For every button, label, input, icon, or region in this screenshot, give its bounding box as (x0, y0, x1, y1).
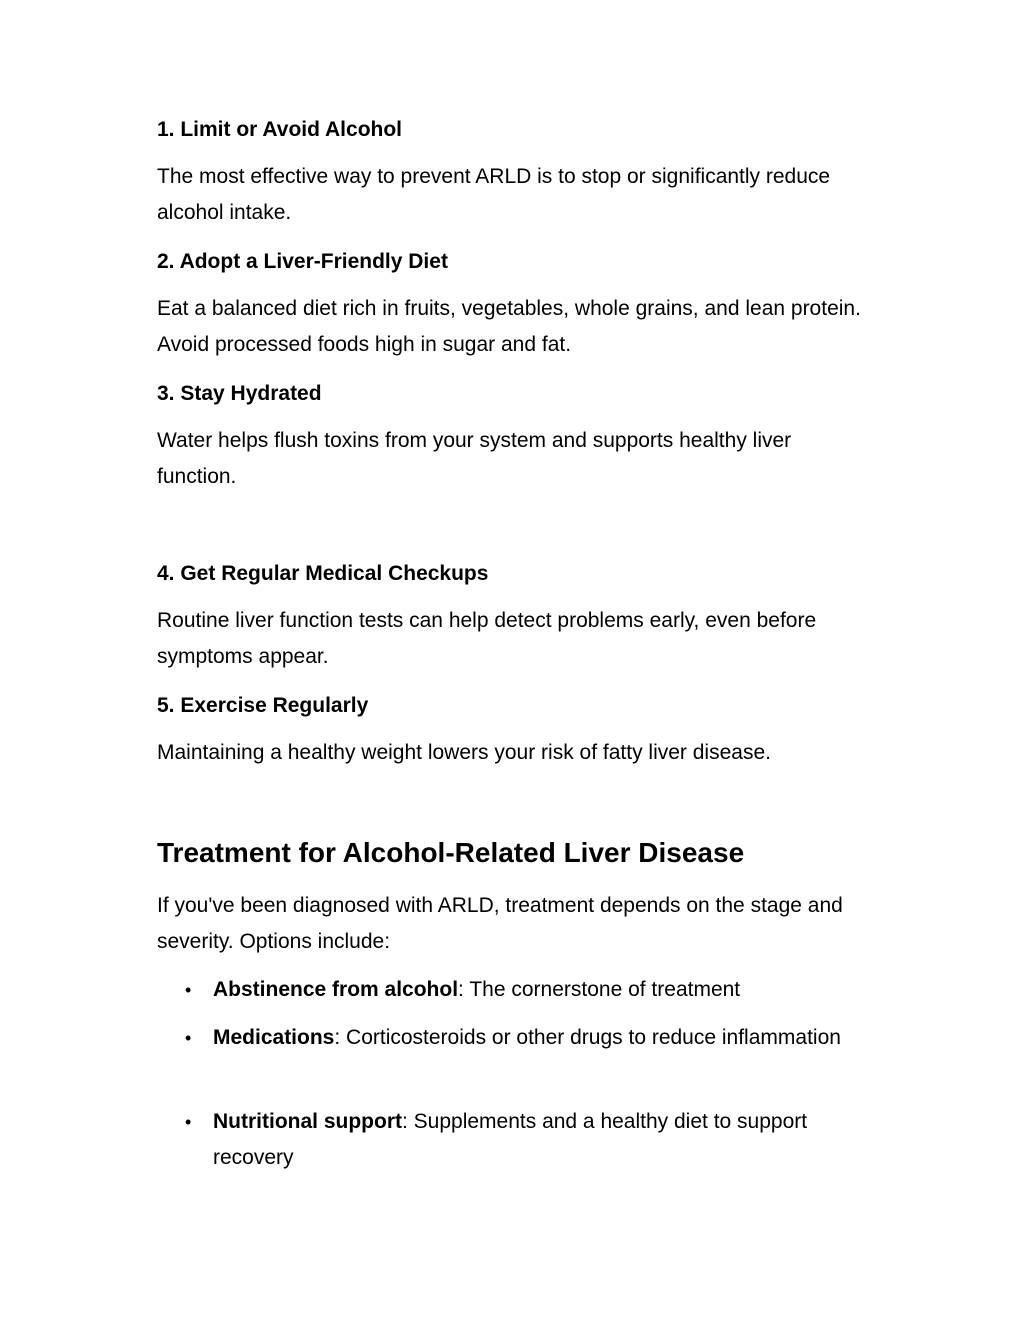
section-heading-hydrated: 3. Stay Hydrated (157, 382, 322, 405)
bullet-icon: • (185, 1028, 192, 1048)
treatment-desc: : The cornerstone of treatment (458, 978, 741, 1001)
treatment-desc: : Corticosteroids or other drugs to reduce inflammation (334, 1026, 841, 1049)
section-heading-checkups: 4. Get Regular Medical Checkups (157, 562, 489, 585)
treatment-desc: : Supplements and a healthy diet to support recovery (213, 1110, 808, 1169)
treatment-list-item (157, 1020, 872, 1056)
section-text-liver-diet: Eat a balanced diet rich in fruits, vegetables, whole grains, and lean protein. Avoid processed foods high in sugar and fat. (157, 297, 861, 356)
section-heading-exercise: 5. Exercise Regularly (157, 694, 369, 717)
treatment-list-item (157, 1104, 872, 1176)
treatment-term: Nutritional support (213, 1110, 402, 1133)
section-text-hydrated: Water helps flush toxins from your system and supports healthy liver function. (157, 429, 792, 488)
treatment-term: Abstinence from alcohol (213, 978, 459, 1001)
section-heading-limit-alcohol: 1. Limit or Avoid Alcohol (157, 118, 403, 141)
section-heading-liver-diet: 2. Adopt a Liver-Friendly Diet (157, 250, 448, 273)
bullet-icon: • (185, 980, 192, 1000)
treatment-title: Treatment for Alcohol-Related Liver Disease (157, 837, 745, 868)
bullet-icon: • (185, 1112, 192, 1132)
treatment-intro: If you've been diagnosed with ARLD, treatment depends on the stage and severity. Options include: (157, 894, 843, 953)
section-text-checkups: Routine liver function tests can help detect problems early, even before symptoms appear. (157, 609, 817, 668)
treatment-term: Medications (213, 1026, 335, 1049)
section-text-exercise: Maintaining a healthy weight lowers your risk of fatty liver disease. (157, 741, 771, 764)
section-text-limit-alcohol: The most effective way to prevent ARLD is to stop or significantly reduce alcohol intake. (157, 165, 831, 224)
treatment-list-item (157, 972, 872, 1008)
